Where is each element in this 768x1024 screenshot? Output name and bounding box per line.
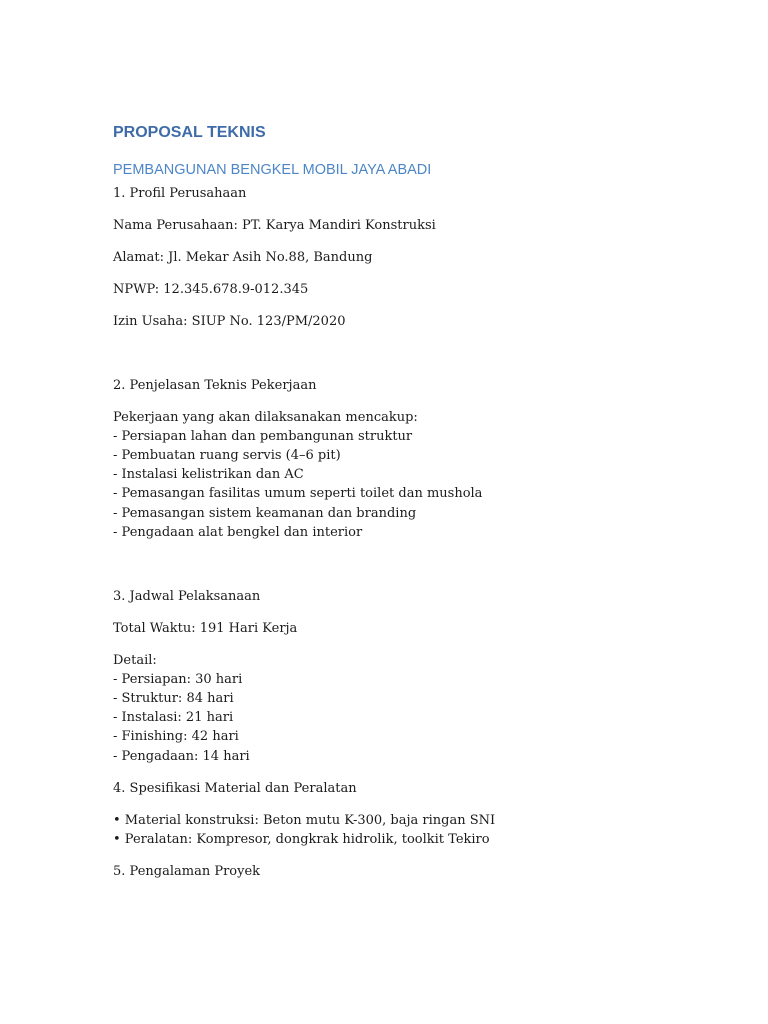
section-heading-experience: 5. Pengalaman Proyek (113, 864, 261, 879)
list-item: • Material konstruksi: Beton mutu K-300, baja ringan SNI (113, 813, 496, 828)
document-title: PROPOSAL TEKNIS (113, 124, 266, 141)
section-heading-schedule: 3. Jadwal Pelaksanaan (113, 589, 261, 604)
schedule-total: Total Waktu: 191 Hari Kerja (113, 621, 298, 636)
list-item: - Finishing: 42 hari (113, 729, 239, 744)
list-item: - Instalasi: 21 hari (113, 710, 234, 725)
list-item: - Struktur: 84 hari (113, 691, 234, 706)
list-item: - Pengadaan: 14 hari (113, 749, 250, 764)
section-heading-materials: 4. Spesifikasi Material dan Peralatan (113, 781, 357, 796)
list-item: - Instalasi kelistrikan dan AC (113, 467, 304, 482)
section-heading-profile: 1. Profil Perusahaan (113, 186, 247, 201)
list-item: - Pemasangan fasilitas umum seperti toilet dan mushola (113, 486, 483, 501)
list-item: - Pengadaan alat bengkel dan interior (113, 525, 363, 540)
list-item: • Peralatan: Kompresor, dongkrak hidrolik, toolkit Tekiro (113, 832, 490, 847)
technical-intro: Pekerjaan yang akan dilaksanakan mencakup: (113, 410, 418, 425)
company-name: Nama Perusahaan: PT. Karya Mandiri Konstruksi (113, 218, 436, 233)
list-item: - Pembuatan ruang servis (4–6 pit) (113, 448, 341, 463)
list-item: - Pemasangan sistem keamanan dan branding (113, 506, 417, 521)
document-subtitle: PEMBANGUNAN BENGKEL MOBIL JAYA ABADI (113, 162, 432, 178)
list-item: - Persiapan: 30 hari (113, 672, 243, 687)
schedule-detail-label: Detail: (113, 653, 157, 668)
list-item: - Persiapan lahan dan pembangunan struktur (113, 429, 413, 444)
company-address: Alamat: Jl. Mekar Asih No.88, Bandung (113, 250, 373, 265)
company-license: Izin Usaha: SIUP No. 123/PM/2020 (113, 314, 346, 329)
section-heading-technical: 2. Penjelasan Teknis Pekerjaan (113, 378, 317, 393)
company-npwp: NPWP: 12.345.678.9-012.345 (113, 282, 309, 297)
